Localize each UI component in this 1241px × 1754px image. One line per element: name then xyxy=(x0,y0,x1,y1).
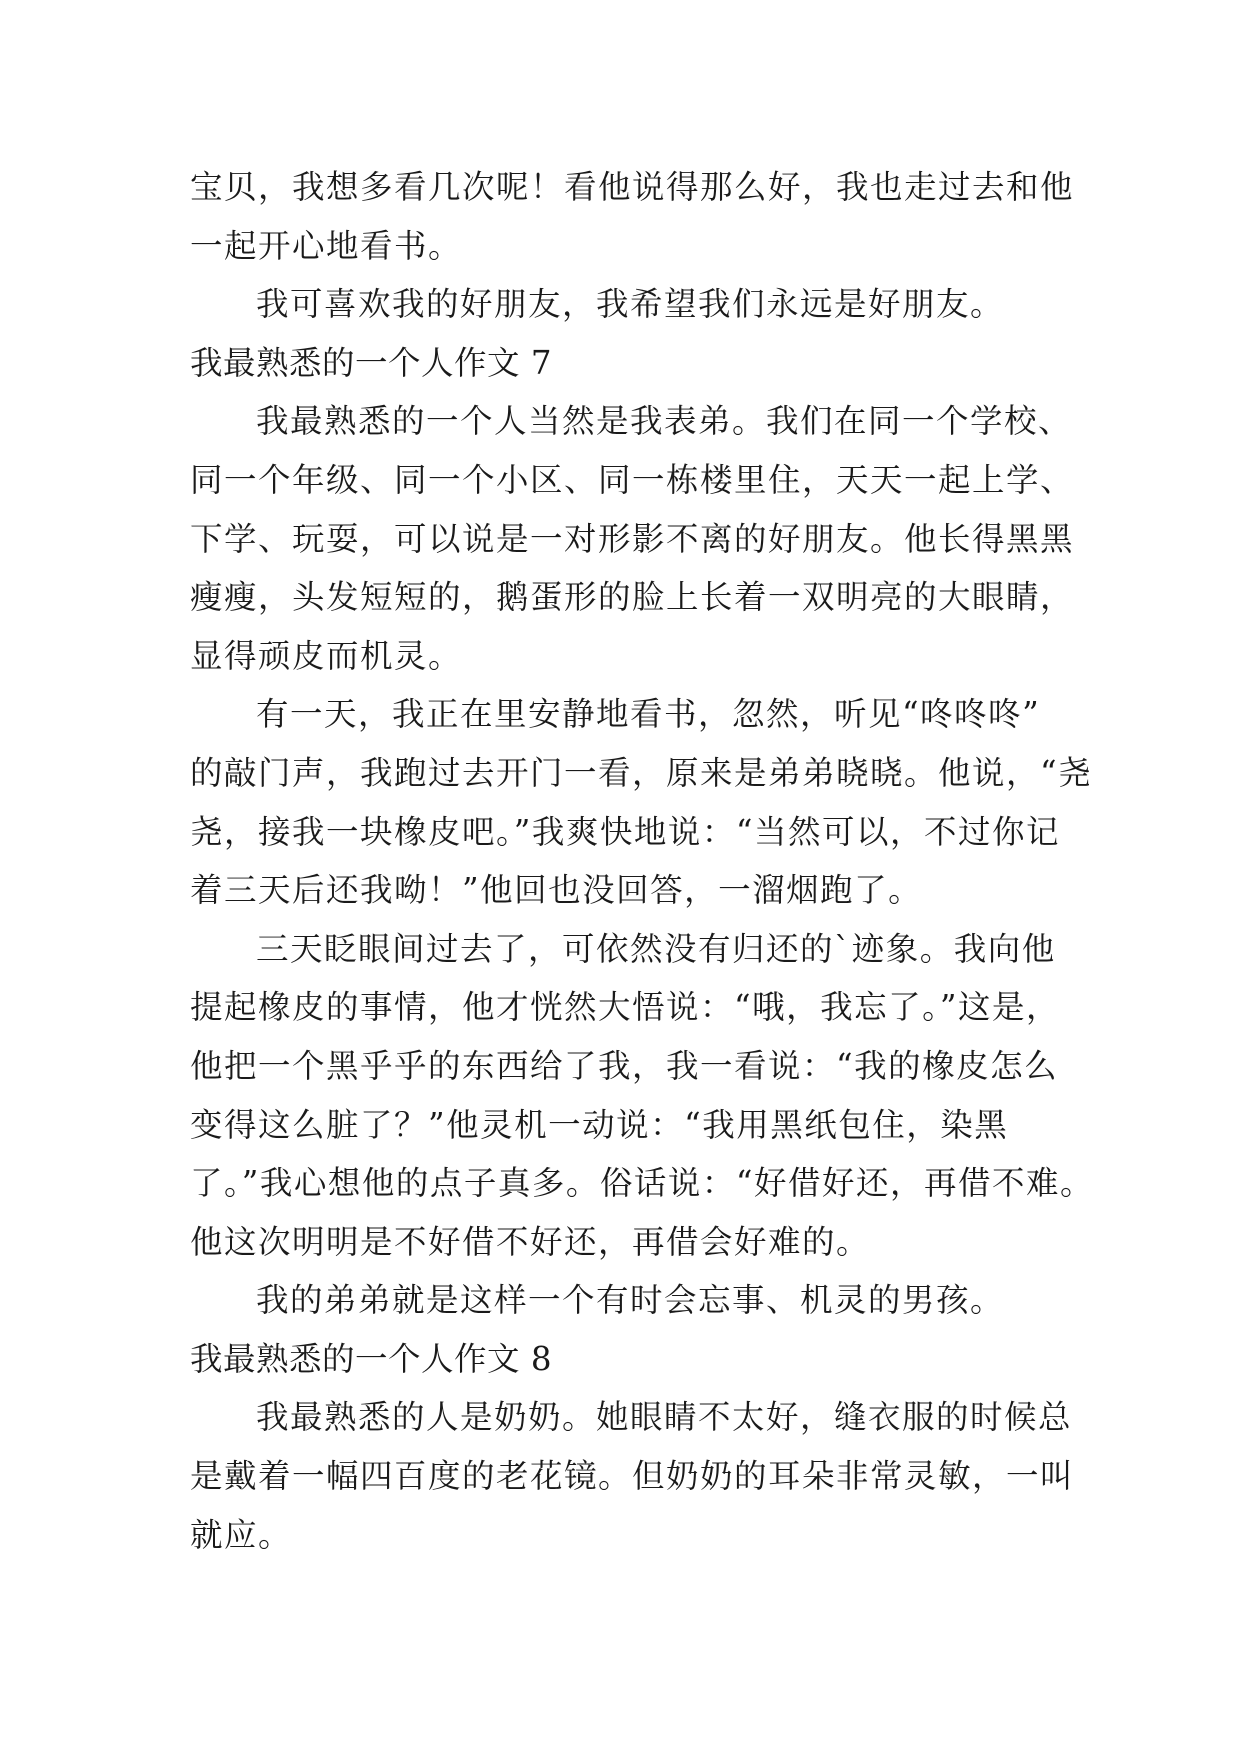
text-line: 尧，接我一块橡皮吧。”我爽快地说：“当然可以，不过你记 xyxy=(190,812,1060,851)
text-line: 显得顽皮而机灵。 xyxy=(190,636,463,675)
text-line: 三天眨眼间过去了，可依然没有归还的`迹象。我向他 xyxy=(256,929,1056,968)
text-line: 瘦瘦，头发短短的，鹅蛋形的脸上长着一双明亮的大眼睛， xyxy=(190,578,1075,617)
text-line: 的敲门声，我跑过去开门一看，原来是弟弟晓晓。他说，“尧 xyxy=(190,753,1093,792)
section-heading: 我最熟悉的一个人作文 7 xyxy=(190,343,553,382)
document-page xyxy=(190,158,1094,1564)
text-line: 是戴着一幅四百度的老花镜。但奶奶的耳朵非常灵敏，一叫 xyxy=(190,1457,1075,1496)
text-line: 提起橡皮的事情，他才恍然大悟说：“哦，我忘了。”这是， xyxy=(190,988,1060,1027)
text-line: 下学、玩耍，可以说是一对形影不离的好朋友。他长得黑黑 xyxy=(190,519,1075,558)
text-line: 就应。 xyxy=(190,1515,293,1554)
text-line: 我可喜欢我的好朋友，我希望我们永远是好朋友。 xyxy=(256,285,1005,324)
section-heading: 我最熟悉的一个人作文 8 xyxy=(190,1339,553,1378)
text-line: 一起开心地看书。 xyxy=(190,226,463,265)
text-line: 着三天后还我呦！”他回也没回答，一溜烟跑了。 xyxy=(190,871,923,910)
text-line: 同一个年级、同一个小区、同一栋楼里住，天天一起上学、 xyxy=(190,460,1075,499)
text-line: 他这次明明是不好借不好还，再借会好难的。 xyxy=(190,1222,871,1261)
text-line: 有一天，我正在里安静地看书，忽然，听见“咚咚咚” xyxy=(256,695,1041,734)
text-line: 我最熟悉的一个人当然是我表弟。我们在同一个学校、 xyxy=(256,402,1073,441)
text-line: 宝贝，我想多看几次呢！看他说得那么好，我也走过去和他 xyxy=(190,168,1075,206)
text-line: 他把一个黑乎乎的东西给了我，我一看说：“我的橡皮怎么 xyxy=(190,1046,1059,1085)
text-line: 了。”我心想他的点子真多。俗话说：“好借好还，再借不难。 xyxy=(190,1164,1094,1203)
text-line: 我最熟悉的人是奶奶。她眼睛不太好，缝衣服的时候总 xyxy=(256,1398,1073,1437)
text-line: 变得这么脏了？”他灵机一动说：“我用黑纸包住，染黑 xyxy=(190,1105,1009,1144)
text-line: 我的弟弟就是这样一个有时会忘事、机灵的男孩。 xyxy=(256,1281,1005,1320)
